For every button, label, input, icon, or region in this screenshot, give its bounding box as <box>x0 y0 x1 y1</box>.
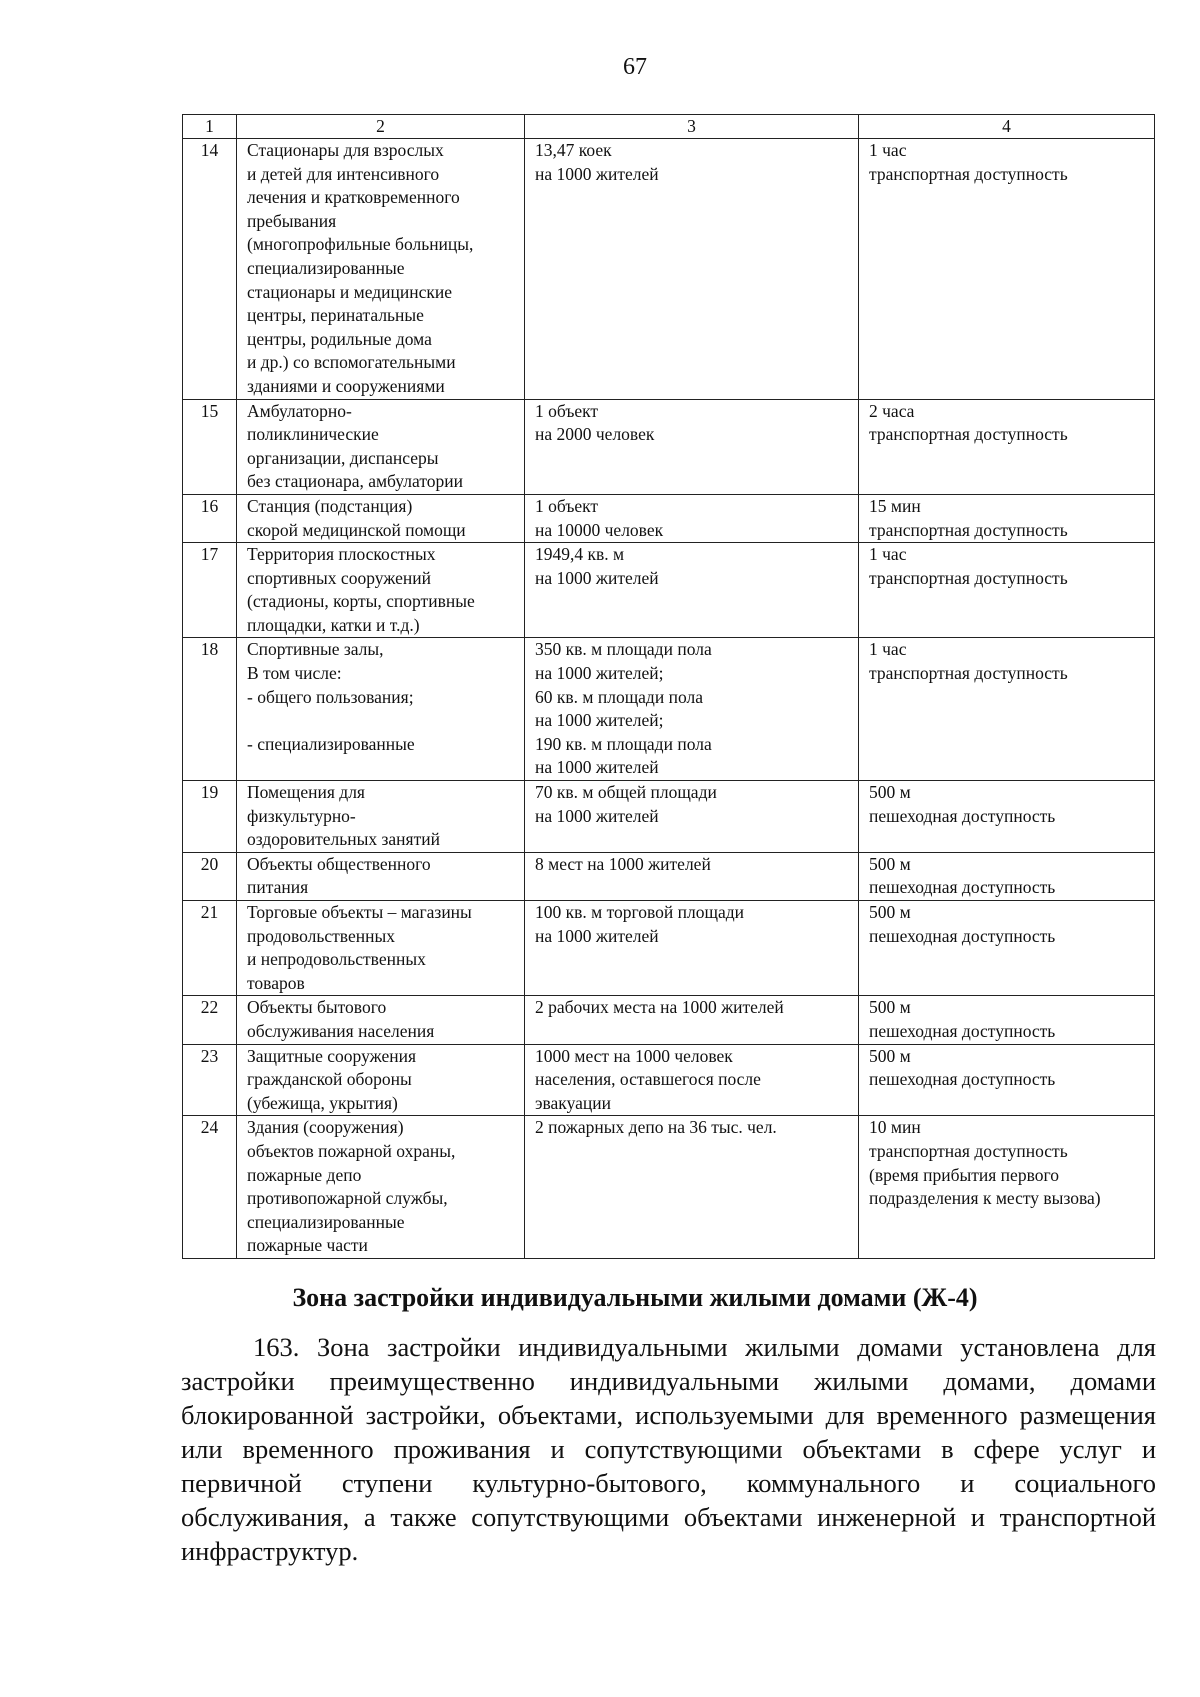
accessibility: 2 часа транспортная доступность <box>859 399 1155 494</box>
object-name: Здания (сооружения) объектов пожарной охраны, пожарные депо противопожарной службы, специализированные пожарные части <box>237 1116 525 1259</box>
body-paragraph: 163. Зона застройки индивидуальными жилыми домами установлена для застройки преимущественно индивидуальными жилыми домами, домами блокированной застройки, объектами, используемыми для временного размещения или временного проживания и сопутствующими объектами в сфере услуг и первичной ступени культурно-бытового, коммунального и социального обслуживания, а также сопутствующими объектами инженерной и транспортной инфраструктур. <box>181 1332 1156 1566</box>
object-name: Спортивные залы, В том числе: - общего пользования; - специализированные <box>237 638 525 781</box>
object-name: Объекты общественного питания <box>237 852 525 900</box>
row-number: 14 <box>183 139 237 400</box>
header-col-3: 3 <box>525 115 859 139</box>
object-name: Защитные сооружения гражданской обороны (убежища, укрытия) <box>237 1044 525 1116</box>
accessibility: 1 час транспортная доступность <box>859 139 1155 400</box>
header-col-1: 1 <box>183 115 237 139</box>
accessibility: 500 м пешеходная доступность <box>859 852 1155 900</box>
object-name: Стационары для взрослых и детей для интенсивного лечения и кратковременного пребывания (многопрофильные больницы, специализированные стационары и медицинские центры, перинатальные центры, родильные дома и др.) со вспомогательными зданиями и сооружениями <box>237 139 525 400</box>
row-number: 18 <box>183 638 237 781</box>
table-row <box>183 399 1155 494</box>
row-number: 22 <box>183 996 237 1044</box>
table-row <box>183 852 1155 900</box>
norm-value: 1949,4 кв. м на 1000 жителей <box>525 543 859 638</box>
accessibility: 15 мин транспортная доступность <box>859 494 1155 542</box>
accessibility: 500 м пешеходная доступность <box>859 781 1155 853</box>
table-row <box>183 996 1155 1044</box>
header-col-4: 4 <box>859 115 1155 139</box>
norms-table <box>182 114 1155 1259</box>
table-header-row <box>183 115 1155 139</box>
object-name: Амбулаторно- поликлинические организации, диспансеры без стационара, амбулатории <box>237 399 525 494</box>
page-number: 67 <box>623 54 647 80</box>
norm-value: 2 пожарных депо на 36 тыс. чел. <box>525 1116 859 1259</box>
row-number: 23 <box>183 1044 237 1116</box>
object-name: Станция (подстанция) скорой медицинской помощи <box>237 494 525 542</box>
norm-value: 100 кв. м торговой площади на 1000 жителей <box>525 901 859 996</box>
table-row <box>183 543 1155 638</box>
table-row <box>183 781 1155 853</box>
row-number: 21 <box>183 901 237 996</box>
accessibility: 500 м пешеходная доступность <box>859 996 1155 1044</box>
table-row <box>183 139 1155 400</box>
row-number: 19 <box>183 781 237 853</box>
accessibility: 1 час транспортная доступность <box>859 638 1155 781</box>
object-name: Территория плоскостных спортивных сооружений (стадионы, корты, спортивные площадки, катки и т.д.) <box>237 543 525 638</box>
table-row <box>183 1044 1155 1116</box>
accessibility: 1 час транспортная доступность <box>859 543 1155 638</box>
norm-value: 1000 мест на 1000 человек населения, оставшегося после эвакуации <box>525 1044 859 1116</box>
row-number: 20 <box>183 852 237 900</box>
accessibility: 500 м пешеходная доступность <box>859 901 1155 996</box>
table-row <box>183 494 1155 542</box>
row-number: 24 <box>183 1116 237 1259</box>
row-number: 17 <box>183 543 237 638</box>
header-col-2: 2 <box>237 115 525 139</box>
object-name: Помещения для физкультурно- оздоровительных занятий <box>237 781 525 853</box>
accessibility: 500 м пешеходная доступность <box>859 1044 1155 1116</box>
norm-value: 1 объект на 10000 человек <box>525 494 859 542</box>
norm-value: 70 кв. м общей площади на 1000 жителей <box>525 781 859 853</box>
object-name: Объекты бытового обслуживания населения <box>237 996 525 1044</box>
table-row <box>183 901 1155 996</box>
section-title: Зона застройки индивидуальными жилыми домами (Ж-4) <box>292 1283 978 1312</box>
row-number: 16 <box>183 494 237 542</box>
norm-value: 2 рабочих места на 1000 жителей <box>525 996 859 1044</box>
table-row <box>183 638 1155 781</box>
table-row <box>183 1116 1155 1259</box>
norm-value: 8 мест на 1000 жителей <box>525 852 859 900</box>
norm-value: 1 объект на 2000 человек <box>525 399 859 494</box>
norm-value: 13,47 коек на 1000 жителей <box>525 139 859 400</box>
object-name: Торговые объекты – магазины продовольственных и непродовольственных товаров <box>237 901 525 996</box>
norm-value: 350 кв. м площади пола на 1000 жителей; 60 кв. м площади пола на 1000 жителей; 190 кв. м площади пола на 1000 жителей <box>525 638 859 781</box>
accessibility: 10 мин транспортная доступность (время прибытия первого подразделения к месту вызова) <box>859 1116 1155 1259</box>
row-number: 15 <box>183 399 237 494</box>
